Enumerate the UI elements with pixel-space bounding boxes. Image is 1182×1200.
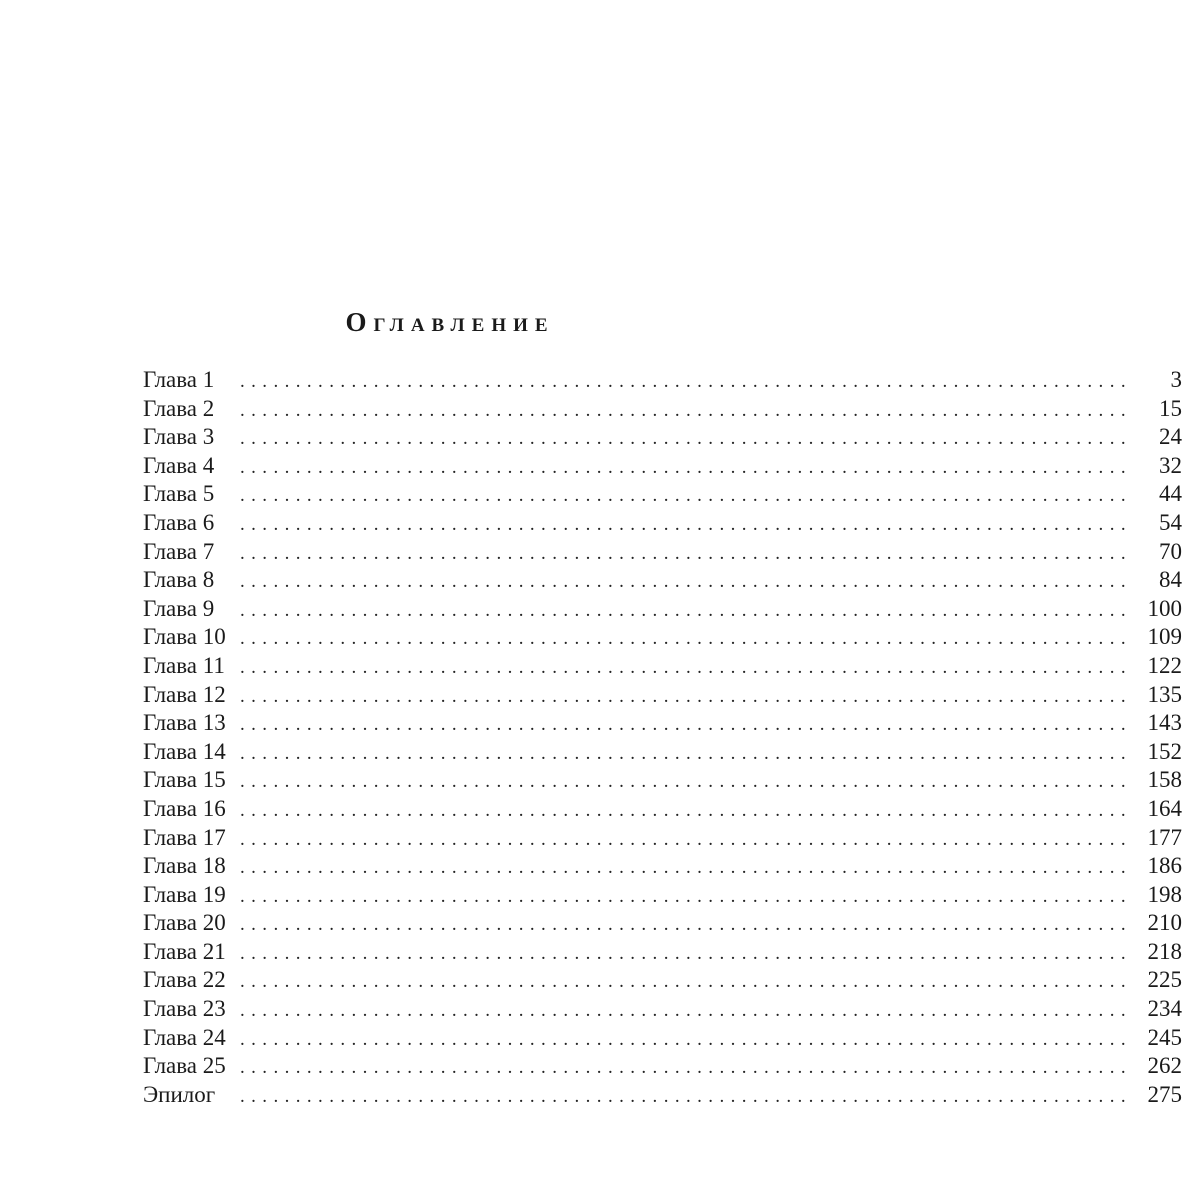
toc-entry-label: Глава 1 bbox=[143, 367, 215, 392]
dot-leader: ................................................................................ bbox=[240, 885, 1132, 907]
toc-entry-page-number: 177 bbox=[1147, 824, 1182, 850]
dot-leader: ................................................................................ bbox=[240, 456, 1132, 478]
dot-leader: ................................................................................ bbox=[240, 428, 1132, 450]
dot-leader: ................................................................................ bbox=[240, 799, 1132, 821]
toc-entry[interactable] bbox=[143, 566, 1182, 595]
toc-entry-label: Глава 6 bbox=[143, 509, 215, 535]
toc-entry-page-number: 84 bbox=[1159, 567, 1182, 593]
toc-entry[interactable] bbox=[143, 395, 1182, 424]
dot-leader: ................................................................................ bbox=[240, 656, 1132, 678]
toc-entry-label: Глава 18 bbox=[143, 853, 226, 879]
toc-entry-label: Глава 3 bbox=[143, 424, 215, 450]
dot-leader: ................................................................................ bbox=[240, 742, 1132, 764]
toc-entry-page-number: 218 bbox=[1147, 938, 1182, 964]
toc-entry[interactable] bbox=[143, 938, 1182, 967]
toc-entry[interactable] bbox=[143, 852, 1182, 881]
dot-leader: ................................................................................ bbox=[240, 971, 1132, 993]
toc-entry-label: Глава 10 bbox=[143, 624, 226, 650]
toc-entry-page-number: 225 bbox=[1147, 967, 1182, 993]
dot-leader: ................................................................................ bbox=[240, 371, 1132, 392]
dot-leader: ................................................................................ bbox=[240, 1000, 1132, 1022]
toc-entry-label: Глава 23 bbox=[143, 996, 226, 1022]
toc-entry[interactable] bbox=[143, 366, 1182, 395]
toc-entry-page-number: 158 bbox=[1147, 767, 1182, 793]
toc-entry-page-number: 164 bbox=[1147, 795, 1182, 821]
toc-entry-page-number: 109 bbox=[1147, 624, 1182, 650]
toc-entry[interactable] bbox=[143, 995, 1182, 1024]
toc-entry-page-number: 234 bbox=[1147, 996, 1182, 1022]
toc-entry-page-number: 210 bbox=[1147, 910, 1182, 936]
toc-entry-page-number: 3 bbox=[1170, 367, 1182, 392]
toc-entry[interactable] bbox=[143, 623, 1182, 652]
dot-leader: ................................................................................ bbox=[240, 1057, 1132, 1079]
toc-entry-page-number: 186 bbox=[1147, 853, 1182, 879]
dot-leader: ................................................................................ bbox=[240, 571, 1132, 593]
toc-entry-label: Эпилог bbox=[143, 1081, 216, 1107]
table-of-contents bbox=[143, 366, 1182, 1109]
toc-entry[interactable] bbox=[143, 1052, 1182, 1081]
dot-leader: ................................................................................ bbox=[240, 685, 1132, 707]
toc-entry-page-number: 32 bbox=[1159, 452, 1182, 478]
toc-entry[interactable] bbox=[143, 681, 1182, 710]
dot-leader: ................................................................................ bbox=[240, 513, 1132, 535]
toc-entry-label: Глава 19 bbox=[143, 881, 226, 907]
dot-leader: ................................................................................ bbox=[240, 399, 1132, 421]
toc-entry[interactable] bbox=[143, 795, 1182, 824]
toc-entry-label: Глава 2 bbox=[143, 395, 215, 421]
dot-leader: ................................................................................ bbox=[240, 771, 1132, 793]
toc-entry-label: Глава 12 bbox=[143, 681, 226, 707]
toc-entry[interactable] bbox=[143, 766, 1182, 795]
toc-entry[interactable] bbox=[143, 595, 1182, 624]
toc-entry-page-number: 152 bbox=[1147, 738, 1182, 764]
toc-entry-page-number: 54 bbox=[1159, 509, 1182, 535]
toc-entry[interactable] bbox=[143, 538, 1182, 567]
toc-entry[interactable] bbox=[143, 652, 1182, 681]
toc-entry-label: Глава 8 bbox=[143, 567, 215, 593]
dot-leader: ................................................................................ bbox=[240, 628, 1132, 650]
toc-entry-label: Глава 16 bbox=[143, 795, 226, 821]
dot-leader: ................................................................................ bbox=[240, 599, 1132, 621]
toc-entry-label: Глава 5 bbox=[143, 481, 215, 507]
toc-entry[interactable] bbox=[143, 909, 1182, 938]
toc-entry-label: Глава 7 bbox=[143, 538, 215, 564]
toc-entry-page-number: 198 bbox=[1147, 881, 1182, 907]
toc-entry-label: Глава 9 bbox=[143, 595, 215, 621]
toc-entry-label: Глава 15 bbox=[143, 767, 226, 793]
toc-entry-label: Глава 20 bbox=[143, 910, 226, 936]
toc-entry-label: Глава 17 bbox=[143, 824, 226, 850]
toc-entry-page-number: 15 bbox=[1159, 395, 1182, 421]
dot-leader: ................................................................................ bbox=[240, 714, 1132, 736]
toc-entry[interactable] bbox=[143, 480, 1182, 509]
toc-entry-page-number: 262 bbox=[1147, 1053, 1182, 1079]
toc-entry-label: Глава 4 bbox=[143, 452, 215, 478]
dot-leader: ................................................................................ bbox=[240, 828, 1132, 850]
toc-entry-label: Глава 11 bbox=[143, 652, 225, 678]
toc-entry-page-number: 122 bbox=[1147, 652, 1182, 678]
dot-leader: ................................................................................ bbox=[240, 1028, 1132, 1050]
toc-entry[interactable] bbox=[143, 1081, 1182, 1110]
toc-entry-page-number: 275 bbox=[1147, 1081, 1182, 1107]
dot-leader: ................................................................................ bbox=[240, 542, 1132, 564]
toc-entry[interactable] bbox=[143, 824, 1182, 853]
dot-leader: ................................................................................ bbox=[240, 914, 1132, 936]
toc-entry-label: Глава 21 bbox=[143, 938, 226, 964]
toc-entry-page-number: 44 bbox=[1159, 481, 1182, 507]
dot-leader: ................................................................................ bbox=[240, 857, 1132, 879]
toc-entry-page-number: 135 bbox=[1147, 681, 1182, 707]
toc-entry-label: Глава 14 bbox=[143, 738, 226, 764]
toc-entry[interactable] bbox=[143, 509, 1182, 538]
toc-entry[interactable] bbox=[143, 1024, 1182, 1053]
toc-entry-page-number: 70 bbox=[1159, 538, 1182, 564]
dot-leader: ................................................................................ bbox=[240, 485, 1132, 507]
toc-entry-label: Глава 13 bbox=[143, 710, 226, 736]
toc-entry[interactable] bbox=[143, 738, 1182, 767]
toc-entry[interactable] bbox=[143, 881, 1182, 910]
toc-entry-page-number: 245 bbox=[1147, 1024, 1182, 1050]
toc-entry-label: Глава 22 bbox=[143, 967, 226, 993]
toc-entry-page-number: 143 bbox=[1147, 710, 1182, 736]
toc-entry-label: Глава 25 bbox=[143, 1053, 226, 1079]
dot-leader: ................................................................................ bbox=[240, 942, 1132, 964]
toc-entry[interactable] bbox=[143, 709, 1182, 738]
toc-entry[interactable] bbox=[143, 423, 1182, 452]
toc-entry[interactable] bbox=[143, 452, 1182, 481]
toc-entry-label: Глава 24 bbox=[143, 1024, 226, 1050]
toc-entry-page-number: 24 bbox=[1159, 424, 1182, 450]
toc-entry-page-number: 100 bbox=[1147, 595, 1182, 621]
toc-heading: Оглавление bbox=[345, 307, 555, 337]
toc-entry[interactable] bbox=[143, 966, 1182, 995]
dot-leader: ................................................................................ bbox=[240, 1085, 1132, 1107]
